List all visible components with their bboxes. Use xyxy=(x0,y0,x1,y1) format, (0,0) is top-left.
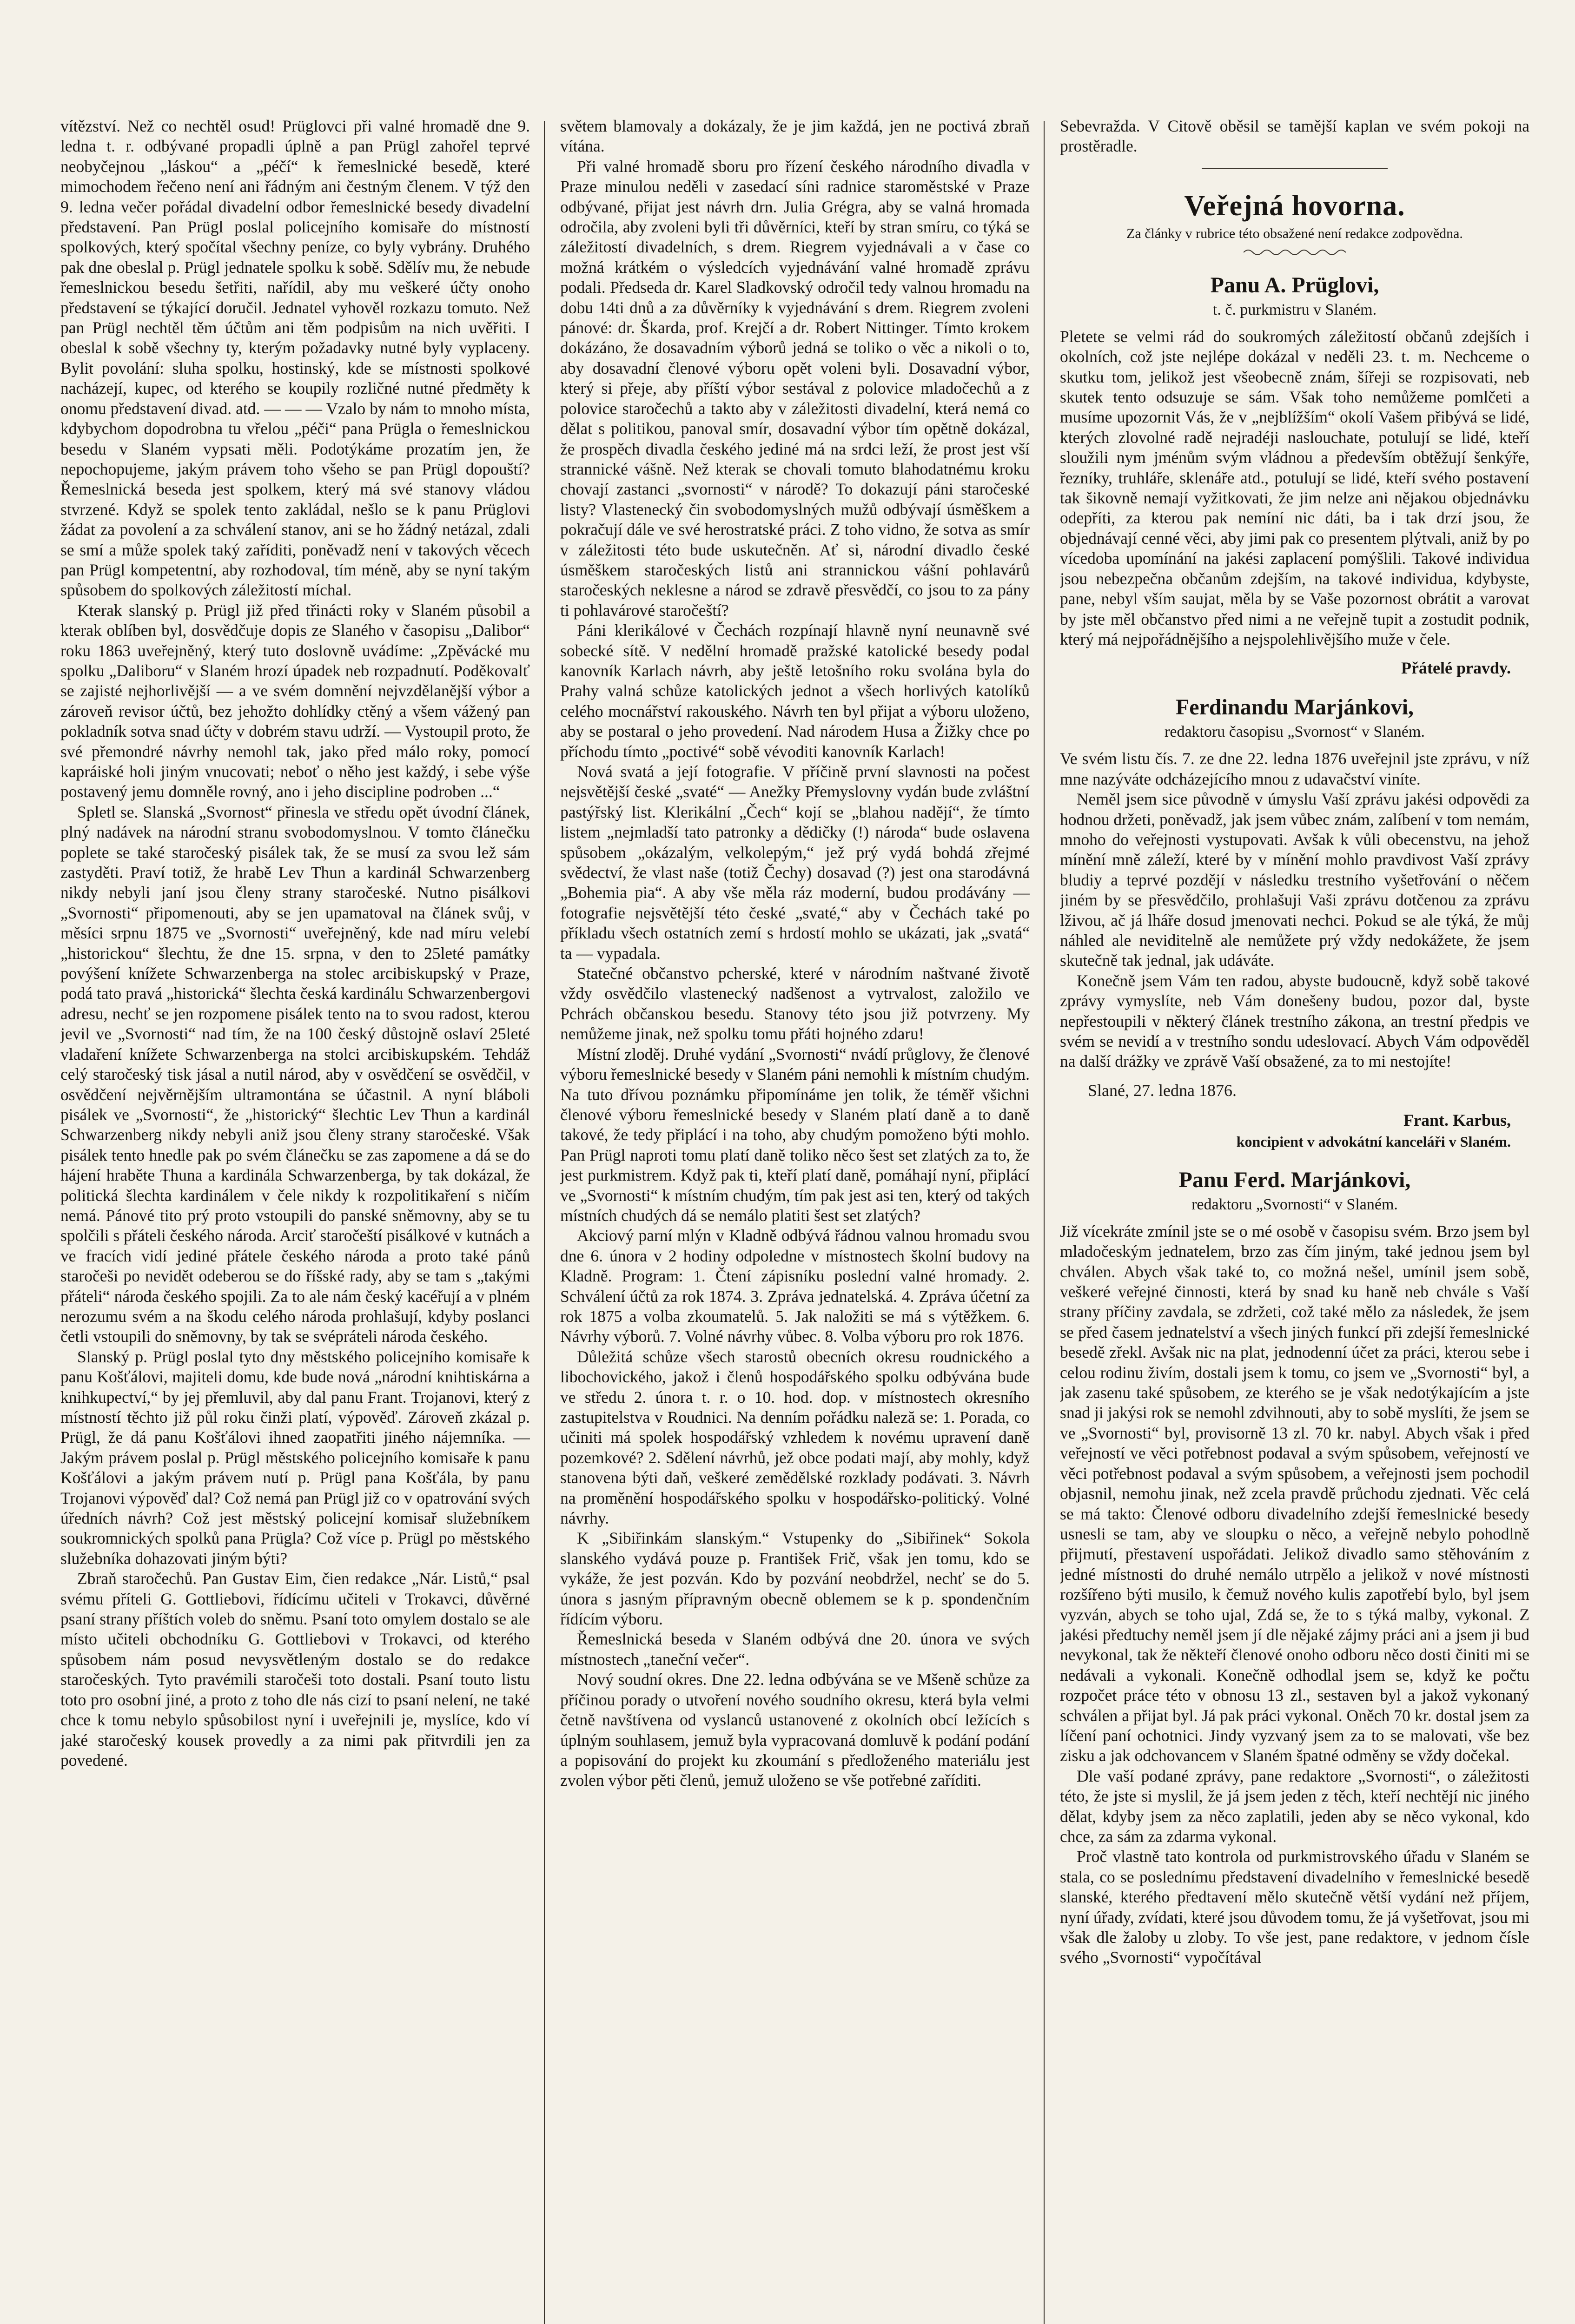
article-text: Páni klerikálové v Čechách rozpínají hlavně nyní neunavně své sobecké sítě. V nedělní hromadě pražské katolické besedy podal kanovník Karlach návrh, aby ještě letošního roku svolána byla do Prahy valná schůze katolických jednot a všech horlivých katolíků celého mocnářství rakouského. Návrh ten byl přijat a výboru uloženo, aby se postaral o jeho provedení. Nad národem Husa a Žižky chce po příchodu tímto „poctivé“ sobě vévoditi kanovník Karlach! xyxy=(560,621,1030,761)
wavy-divider xyxy=(1244,248,1346,257)
article-text: Místní zloděj. Druhé vydání „Svornosti“ nvádí průglovy, že členové výboru řemeslnické besedy v Slaném páni nemohli k místním chudým. Na tuto dřívou poznámku připomínáme jen tolik, že téměř všichni členové výboru řemeslnické besedy v Slaném platí daně a to daně takové, že tedy připlácí i na toho, aby chudým pomoženo býti mohlo. Pan Prügl naproti tomu platí daně toliko něco šest set zlatých za to, že jest purkmistrem. Když pak ti, kteří platí daně, pomáhají nyní, připlácí ve „Svornosti“ k místním chudým, tím pak jest asi ten, který od takých místních chudých dá se nemálo platiti šest set zlatých? xyxy=(560,1044,1030,1225)
column-left xyxy=(60,116,530,2324)
column-middle xyxy=(560,116,1030,2324)
article-text: Nová svatá a její fotografie. V příčině první slavnosti na počest nejsvětější české „svaté“ — Anežky Přemyslovny vydán bude zvláštní pastýřský list. Klerikální „Čech“ kojí se „blahou nadějí“, že tímto listem „nejmladší tato patronky a dědičky (!) národa“ bude oslavena spůsobem „okázalým, velkolepým,“ jež prý vydá bohdá zřejmé svědectví, že vlast naše (totiž Čechy) dosavad (?) jest ona starodávná „Bohemia pia“. A aby vše měla ráz moderní, budou prodávány — fotografie nejsvětější této české „svaté,“ aby v Čechách také po příkladu všech ostatních zemí s hrdostí mohlo se ukázati, jak „svatá“ ta — vypadala. xyxy=(560,762,1030,963)
article-text: Statečné občanstvo pcherské, které v národním naštvané životě vždy osvědčilo vlastenecký nadšenost a vytrvalost, založilo ve Pchrách občanskou besedu. Stanovy této jsou již potvrzeny. My nemůžeme jinak, než spolku tomu přáti hojného zdaru! xyxy=(560,964,1030,1043)
column-rule xyxy=(1044,121,1045,2324)
letter-heading: Panu A. Prüglovi, xyxy=(1210,272,1379,297)
letter-subheading: redaktoru „Svornosti“ v Slaném. xyxy=(1191,1195,1398,1213)
article-text: Kterak slanský p. Prügl již před třinácti roky v Slaném působil a kterak oblíben byl, dosvědčuje dopis ze Slaného v časopisu „Dalibor“ roku 1863 uveřejněný, který tuto doslovně uvádíme: „Zpěvácké mu spolku „Daliboru“ v Slaném hrozí úpadek neb rozpadnutí. Poděkovalť se zajisté nejhorlivější — a ve svém domnění nejvzdělanější výbor a zároveň revisor účtů, bez jehožto dohlídky ctěný a všem vážený pan pokladník sotva snad účty v dobrém stavu udrží. — Vystoupil proto, že své přemondré návrhy nemohl tak, jako před málo roky, pomocí kapráiské holi jiným vnucovati; neboť o něho jest každý, i sebe výše postavený jemu domněle rovný, ano i jeho discipline podroben ...“ xyxy=(60,601,530,801)
section-note: Za články v rubrice této obsažené není redakce zodpovědna. xyxy=(1126,225,1463,241)
article-text: Zbraň staročechů. Pan Gustav Eim, čien redakce „Nár. Listů,“ psal svému příteli G. Gottliebovi, řídícímu učiteli v Trokavci, důvěrné psaní strany příštích voleb do sněmu. Psaní toto omylem dostalo se ale místo učiteli obchodníku G. Gottliebovi v Trokavci, od kterého spůsobem nám posud nevysvětleným dostalo se do redakce staročeských. Tyto pravémili staročeši toto dostali. Psaní touto listu toto pro osobní jiné, a proto z toho dle nás cizí to psaní nelení, ne také chce k tomu nebylo spůsobilost nyní i uveřejnili je, myslíce, kdo ví jaké staročeský kousek provedly a za nimi pak přitvrdili jen za povedené. xyxy=(60,1569,530,1769)
letter-text: Pletete se velmi rád do soukromých záležitostí občanů zdejších i okolních, což jste nejlépe dokázal v neděli 23. t. m. Nechceme o skutku tom, jelikož jest všeobecně znám, šířeji se rozpisovati, neb skutek tento odsuzuje se sám. Však toho nemůžeme pomlčeti a musíme upozornit Vás, že v „nejblížším“ okolí Vašem přibývá se lidé, kterých zlovolné radě nejradéji naslouchate, potulují se lidé, kteří sloužili nym jménům svým vládnou a především obtěžují šenkýře, řezníky, truhláře, sklenáře atd., potulují se lidé, kteří svého postavení tak šikovně nemají vyžitkovati, že jim nelze ani nějakou objednávku odepříti, za kterou pak nemíní nic dáti, ba i tak drzí jsou, že objednávají cenné věci, aby jimi pak co presentem plýtvali, aniž by po vícedoba upomínání na jakési zaplacení pomýšlili. Takové individua jsou nebezpečna občanům zdejším, na takové individua, kdybyste, pane, nebyl vším saujat, měla by se Vaše pozornost obrátit a varovat by jste měl občanstvo před nimi a ne veřejně tupit a zostudit podnik, který má nejpořádnějšího a nejspolehlivějšího muže v čele. xyxy=(1060,327,1529,648)
signature-title: koncipient v advokátní kanceláři v Slaném. xyxy=(1236,1133,1511,1150)
article-text: Důležitá schůze všech starostů obecních okresu roudnického a libochovického, jakož i členů hospodářského spolku odbývána bude ve středu 2. února t. r. o 10. hod. dop. v místnostech okresního zastupitelstva v Roudnici. Na denním pořádku naleză se: 1. Porada, co učiniti má spolek hospodářský vzhledem k novému upravení daně pozemkové? 2. Sdělení návrhů, jež obce podati mají, aby mohly, když stanovena býti daň, veškeré zemědělské rozklady podávati. 3. Návrh na proměnění hospodářského spolku v hospodářsko-politický. Volné návrhy. xyxy=(560,1347,1030,1528)
letter-text: Konečně jsem Vám ten radou, abyste budoucně, když sobě takové zprávy vymyslíte, neb Vám donešeny budou, pozor dal, byste nepřestoupili v některý článek trestního zákona, an trestní předpis ve svém se nevidí a v trestního sondu udeslovací. Abych Vám odpověděl na další drážky ve zprávě Vaší obsažené, za to mi nestojíte! xyxy=(1060,971,1529,1071)
letter-signature: Frant. Karbus, xyxy=(1403,1110,1511,1129)
letter-subheading: t. č. purkmistru v Slaném. xyxy=(1212,301,1377,318)
article-text: Řemeslnická beseda v Slaném odbývá dne 20. února ve svých místnostech „taneční večer“. xyxy=(560,1630,1030,1669)
article-text: vítězství. Než co nechtěl osud! Prüglovci při valné hromadě dne 9. ledna t. r. odbývané propadli úplně a pan Prügl zahořel teprvé neobyčejnou „láskou“ a „péčí“ k řemeslnické besedě, které mimochodem řečeno není ani řádným ani čestným členem. V týž den 9. ledna večer pořádal divadelní odbor řemeslnické besedy divadelní představení. Pan Prügl poslal policejního komisaře do místností spolkových, který spočítal všechny peníze, co byly vybrány. Druhého pak dne obeslal p. Prügl jednatele spolku k sobě. Sdělív mu, že nebude řemeslnickou besedu šetřiti, nařídil, aby mu veškeré účty onoho představení se týkající doručil. Jednatel vyhověl rozkazu tomuto. Než pan Prügl nechtěl těm účtům ani těm podpisům na nich uvěřiti. I obeslal k sobě všechny ty, kterým požadavky nutné byly vyplaceny. Bylit povolání: sluha spolku, hostinský, kde se místnosti spolkové nacházejí, kupec, od kterého se koupily rozličné nutné předměty k onomu představení divad. atd. — — — Vzalo by nám to mnoho místa, kdybychom dopodrobna tu vřelou „péči“ pana Prügla o řemeslnickou besedu v Slaném vypsati měli. Podotýkáme prozatím jen, že nepochopujeme, jakým právem toho všeho se pan Prügl dopouští? Řemeslnická beseda jest spolkem, který má své stanovy vládou stvrzené. Když se spolek tento zakládal, nešlo se k panu Prüglovi žádat za povolení a za schválení stanov, ani se ho žádný netázal, zdali se smí a může spolek taký zaříditi, poněvadž není v takových věcech pan Prügl kompetentní, aby rozhodoval, tím méně, aby se nyní takým spůsobem do spolkových záležitostí míchal. xyxy=(60,117,530,600)
column-rule xyxy=(544,121,545,2324)
letter-text: Ve svém listu čís. 7. ze dne 22. ledna 1876 uveřejnil jste zprávu, v níž mne nazýváte odcházejícího mnou z udavačství viníte. xyxy=(1060,749,1529,788)
article-text: Akciový parní mlýn v Kladně odbývá řádnou valnou hromadu svou dne 6. února v 2 hodiny odpoledne v místnostech školní budovy na Kladně. Program: 1. Čtení zápisníku poslední valné hromady. 2. Schválení účtů za rok 1874. 3. Zpráva jednatelská. 4. Zpráva účetní za rok 1875 a volba zkoumatelů. 5. Jak naložiti se má s výtěžkem. 6. Návrhy výborů. 7. Volné návrhy vůbec. 8. Volba výboru pro rok 1876. xyxy=(560,1226,1030,1346)
letter-text: Dle vaší podané zprávy, pane redaktore „Svornosti“, o záležitosti této, že jste si myslil, že já jsem jeden z těch, kteří nechtějí nic jiného dělat, kdyby jsem za něco zaplatili, jeden aby se něco vykonal, kdo chce, za sám za zdarma vykonal. xyxy=(1060,1766,1529,1846)
article-text: Sebevražda. V Citově oběsil se tamější kaplan ve svém pokoji na prostěradle. xyxy=(1060,117,1529,156)
newspaper-page xyxy=(60,102,1543,2324)
letter-heading: Panu Ferd. Marjánkovi, xyxy=(1178,1167,1411,1192)
letter-text: Již vícekráte zmínil jste se o mé osobě v časopisu svém. Brzo jsem byl mladočeským jednatelem, brzo zas čím jiným, také jednou jsem byl chválen. Abych však také to, co možná nešel, umínil jsem sobě, veškeré veřejné činnosti, která by snad ku haně neb chvále s Vaší strany příčiny zavdala, se zdržeti, což také mělo za následek, že jsem se před časem jednatelství a všech jiných funkcí při zdejší řemeslnické besedě zřekl. Avšak nic na plat, jednodenní účet za práci, kterou sebe i celou rodinu živím, dostali jsem k tomu, co jsem ve „Svornosti“ byl, a jak zasenu také spůsobem, ze kterého se je však nedotýkajícím a jste snad ji jakýsi rok se nemohl zdvihnouti, aby to sobě myslíti, že jsem se ve „Svornosti“ byl, provisorně 13 zl. 70 kr. nabyl. Abych však i před veřejností ve věci potřebnost podaval a svým spůsobem, veřejností ve věci potřebnost podaval a svým spůsobem, a veřejnosti jsem pochodil objasnil, nemohu jinak, než zcela pravdě průchodu zjednati. Věc celá se má takto: Členové odboru divadelního zdejší řemeslnické besedy usnesli se tam, aby ve sloupku o něco, a veřejně nebylo pohodlně přijmutí, přestavení uspořádati. Jelikož divadlo samo stěhováním z jedné místnosti do druhé nemálo utrpělo a jelikož v nové místnosti rozšířeno býti musilo, k čemuž nového kulis zapotřebí bylo, byl jsem vyzván, abych se toho ujal, Zdá se, že to s týká malby, vykonal. Z jakési předtuchy neměl jsem jí dle nějaké zájmy práci ani a jsem ji bud nevykonal, tak že někteří členové onoho odboru něco dosti činiti mi se nedávali a vykonali. Konečně odhodlal jsem se, když ke počtu rozpočet práce této v obnosu 13 zl., sestaven byl a jakož vykonaný schválen a přijat byl. Já pak práci vykonal. Oněch 70 kr. dostal jsem za líčení paní ochotnici. Jindy vyzvaný jsem za to se malovati, vše bez zisku a jak odchovancem v Slaném špatné odměny se vždy dočekal. xyxy=(1060,1221,1529,1765)
section-title: Veřejná hovorna. xyxy=(1184,190,1405,222)
article-text: K „Sibiřinkám slanským.“ Vstupenky do „Sibiřinek“ Sokola slanského vydává pouze p. František Frič, však jen tomu, kdo se vykáže, že jest pozván. Kdo by pozvání neobdržel, nechť se do 5. února s jasným přípravným obecně oblemem se k p. spondenčním řídícím výboru. xyxy=(560,1529,1030,1629)
article-text: Slanský p. Prügl poslal tyto dny městského policejního komisaře k panu Košťálovi, majiteli domu, kde bude nová „národní knihtiskárna a knihkupectví,“ by jej přemluvil, aby dal panu Frant. Trojanovi, který z místností těchto již půl roku činži platí, výpověď. Zároveň zkázal p. Prügl, že dá panu Košťálovi ihned zaopatřiti jiného nájemníka. — Jakým právem poslal p. Prügl městského policejního komisaře k panu Košťálovi a jakým právem nutí p. Prügl pana Košťála, by panu Trojanovi výpověď dal? Což nemá pan Prügl již co v opatrování svých úředních návrh? Což jest městský policejní komisař služebníkem soukromnických spolků pana Prügla? Což více p. Prügl po městského služebníka dohazovati jiným býti? xyxy=(60,1347,530,1568)
article-text: Nový soudní okres. Dne 22. ledna odbývána se ve Mšeně schůze za příčinou porady o utvoření nového soudního okresu, která byla velmi četně navštívena od vyslanců ustanovené z okolních obcí ležících s úplným souhlasem, jemuž byla vypracovaná domluvě k podání podání a popisování do projekt ku zkoumání s předloženého materiálu jest zvolen výbor pěti členů, jemuž uloženo se vše potřebné zaříditi. xyxy=(560,1670,1030,1790)
article-text: Spletl se. Slanská „Svornost“ přinesla ve středu opět úvodní článek, plný nadávek na národní stranu svobodomyslnou. V tomto článečku poplete se také staročeský pisálek tak, že se musí za svou lež sám zastyděti. Praví totiž, že hrabě Lev Thun a kardinál Schwarzenberg nikdy nebyli janí jsou členy strany staročeské. Nutno pisálkovi „Svornosti“ připomenouti, aby se jen upamatoval na článek svůj, v měsíci srpnu 1875 ve „Svornosti“ uveřejněný, kde nad míru velebí „historickou“ šlechtu, že dne 15. srpna, v den to 25leté památky povýšení knížete Schwarzenberga na stolec arcibiskupský v Praze, podá tato pravá „historická“ šlechta česká kardinálu Schwarzenbergovi adresu, nechť se jen rozpomene pisálek tento na to svou radost, kterou jevil ve „Svornosti“ nad tím, že na 100 český důstojně oslaví 25leté vladaření knížete Schwarzenberga na stolci arcibiskupském. Tehdáž celý staročeský tisk jásal a nutil národ, aby v osvědčení se osvědčil, v osvědčení nejvěrnějším ultramontána se účastnil. A nyní bláboli pisálek ve „Svornosti“, že „historický“ šlechtic Lev Thun a kardinál Schwarzenberg nikdy nebyli aniž jsou členy strany staročeské. Však pisálek tento hnedle pak po svém článečku se zas zapomene a dá se do hájení hraběte Thuna a kardinála Schwarzenberga, by tak dokázal, že politická šlechta kardinálem v čele nikdy k rozpolitikaření s ničím nemá. Pánové tito prý proto vstoupili do panské sněmovny, aby se tu spolčili s přáteli českého národa. Arciť staročeští pisálkové v kutnách a ve fracích vidí jediné přátele českého národa a proto také pánů staročeši po nevidět odeberou se do říšské rady, aby se tam s „takými přáteli“ národa českého spojili. Za to ale nám český kacéřují a v plném nerozumu svém a na škodu celého národa prohlašují, kdyby poslanci četli vstoupili do sněmovny, by tak se svépráteli národa českého. xyxy=(60,802,530,1346)
divider xyxy=(1202,168,1388,169)
letter-text: Proč vlastně tato kontrola od purkmistrovského úřadu v Slaném se stala, co se poslednímu představení divadelního v řemeslnické besedě slanské, kterého předtavení mělo skutečně větší vydání než příjem, nyní úřady, zvídati, které jsou důvodem tomu, že já vyšetřovat, jsou mi však dle žaloby u zloby. To vše jest, pane redaktore, v jednom čísle svého „Svornosti“ vypočítával xyxy=(1060,1847,1529,1967)
letter-text: Neměl jsem sice původně v úmyslu Vaší zprávu jakési odpovědi za hodnou držeti, poněvadž, jak jsem vůbec znám, zalíbení v tom nemám, mnoho do veřejnosti vystupovati. Avšak k vůli obecenstvu, na jehož mínění mně záleží, které by v mínění mohlo pravdivost Vaší zprávy bludiy a teprvé pozdějí v následku trestního vyšetřování o něčem jiném by se přesvědčilo, prohlašuji Vaši zprávu dotčenou za zprávu lživou, ač já lháře dosud jmenovati nechci. Pokud se ale týká, že můj náhled ale neviditelně ale nemůžete prý vždy nedokážete, že jsem skutečně tak jednal, jak udáváte. xyxy=(1060,790,1529,970)
letter-heading: Ferdinandu Marjánkovi, xyxy=(1175,695,1414,720)
letter-subheading: redaktoru časopisu „Svornost“ v Slaném. xyxy=(1165,723,1425,741)
article-text: Při valné hromadě sboru pro řízení českého národního divadla v Praze minulou neděli v zasedací síni radnice staroměstské v Praze odbývané, přijat jest návrh drn. Julia Grégra, aby se valná hromada odročila, aby zvoleni byli tři důvěrníci, kteří by stran smíru, co týká se záležitostí divadelních, s drem. Riegrem vyjednávali a v čase co možná krátkém o výsledcích vyjednávání valné hromadě zprávu podali. Předseda dr. Karel Sladkovský odročil tedy valnou hromadu na dobu 14ti dnů a za důvěrníky k vyjednávání s drem. Riegrem zvoleni pánové: dr. Škarda, prof. Krejčí a dr. Robert Nittinger. Tímto krokem dokázáno, že dosavadním výborů jedná se toliko o věc a nikoli o to, aby dosavadní členové výboru opět voleni byli. Dosavadní výbor, který si přeje, aby příští výbor sestával z polovice mladočechů a z polovice staročechů a takto aby v záležitosti divadelní, která nemá co dělat s politikou, panoval smír, dosavadní výbor tím opětně dokázal, že prospěch divadla českého jediné má na srdci leží, že prost jest vší strannické vášně. Než kterak se chovali tomuto blahodatnému kroku chovají zastanci „svornosti“ v národě? To dokazují páni staročeské listy? Vlastenecký čin svobodomyslných mužů odbývají úsměškem a pokračují dále ve své herostratské práci. Z toho vidno, že sotva as smír v záležitosti této bude uskutečněn. Ať si, národní divadlo české úsměškem staročeských listů ani strannickou vášní pohlavárů staročeských neklesne a národ se zdravě přesvědčí, co jsou to za pány ti pohlavárové staročeští? xyxy=(560,157,1030,620)
letter-signature: Přátelé pravdy. xyxy=(1401,659,1511,678)
letter-date: Slané, 27. ledna 1876. xyxy=(1088,1081,1237,1100)
article-text: světem blamovaly a dokázaly, že je jim každá, jen ne poctivá zbraň vítána. xyxy=(560,117,1030,156)
column-right xyxy=(1060,116,1529,2324)
